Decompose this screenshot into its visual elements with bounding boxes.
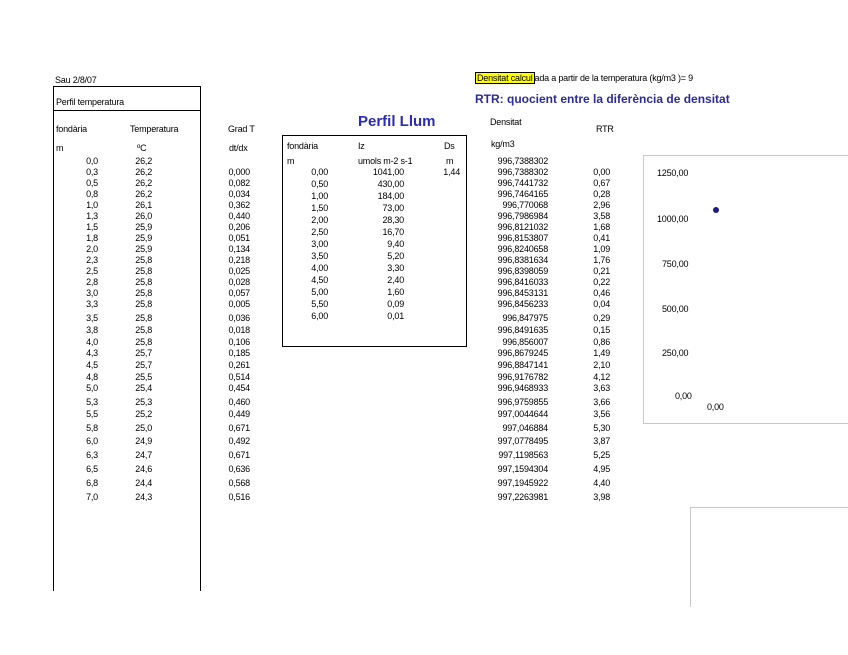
density-cell-value: 997,2263981 xyxy=(497,492,548,502)
temp-cell-temperature: 25,9 xyxy=(135,222,152,232)
temp-cell-grad: 0,449 xyxy=(228,409,250,419)
density-cell-value: 997,0044644 xyxy=(497,409,548,419)
temp-cell-grad: 0,206 xyxy=(228,222,250,232)
rtr-cell-value: 0,22 xyxy=(593,277,610,287)
light-cell-iz: 5,20 xyxy=(387,251,404,261)
temp-cell-temperature: 25,8 xyxy=(135,325,152,335)
temp-unit-grad: dt/dx xyxy=(229,143,248,153)
density-cell-value: 997,1945922 xyxy=(497,478,548,488)
temp-cell-depth: 6,3 xyxy=(86,450,98,460)
temp-cell-depth: 3,5 xyxy=(86,313,98,323)
light-cell-iz: 0,09 xyxy=(387,299,404,309)
temp-cell-grad: 0,218 xyxy=(228,255,250,265)
light-cell-iz: 0,01 xyxy=(387,311,404,321)
temp-cell-depth: 3,8 xyxy=(86,325,98,335)
temp-cell-depth: 5,0 xyxy=(86,383,98,393)
temp-cell-temperature: 25,9 xyxy=(135,244,152,254)
rtr-cell-value: 1,49 xyxy=(593,348,610,358)
light-unit-depth: m xyxy=(287,156,295,166)
density-cell-value: 996,9468933 xyxy=(497,383,548,393)
density-header: Densitat xyxy=(490,117,522,127)
light-cell-depth: 5,50 xyxy=(311,299,328,309)
density-cell-value: 996,8491635 xyxy=(497,325,548,335)
temp-cell-depth: 3,3 xyxy=(86,299,98,309)
rtr-cell-value: 0,29 xyxy=(593,313,610,323)
temp-cell-grad: 0,636 xyxy=(228,464,250,474)
density-cell-value: 996,7441732 xyxy=(497,178,548,188)
temp-cell-temperature: 25,2 xyxy=(135,409,152,419)
rtr-cell-value: 1,09 xyxy=(593,244,610,254)
temp-cell-depth: 2,8 xyxy=(86,277,98,287)
temp-cell-temperature: 26,0 xyxy=(135,211,152,221)
light-cell-ds: 1,44 xyxy=(443,167,460,177)
temp-cell-temperature: 26,2 xyxy=(135,156,152,166)
temp-cell-grad: 0,036 xyxy=(228,313,250,323)
temp-cell-temperature: 25,4 xyxy=(135,383,152,393)
temp-cell-depth: 4,0 xyxy=(86,337,98,347)
rtr-cell-value: 3,63 xyxy=(593,383,610,393)
temp-cell-depth: 1,8 xyxy=(86,233,98,243)
temp-cell-temperature: 26,2 xyxy=(135,167,152,177)
temp-cell-temperature: 25,8 xyxy=(135,255,152,265)
density-unit: kg/m3 xyxy=(491,139,515,149)
light-header-iz: Iz xyxy=(358,141,365,151)
light-cell-iz: 2,40 xyxy=(387,275,404,285)
rtr-header: RTR xyxy=(596,124,614,134)
density-cell-value: 996,770068 xyxy=(502,200,548,210)
light-cell-iz: 9,40 xyxy=(387,239,404,249)
temp-cell-depth: 1,3 xyxy=(86,211,98,221)
temp-cell-depth: 2,3 xyxy=(86,255,98,265)
rtr-cell-value: 3,87 xyxy=(593,436,610,446)
temp-cell-grad: 0,025 xyxy=(228,266,250,276)
temp-cell-depth: 7,0 xyxy=(86,492,98,502)
temp-cell-temperature: 24,4 xyxy=(135,478,152,488)
temp-cell-grad: 0,018 xyxy=(228,325,250,335)
rtr-cell-value: 0,86 xyxy=(593,337,610,347)
temp-cell-depth: 5,5 xyxy=(86,409,98,419)
temp-cell-depth: 4,8 xyxy=(86,372,98,382)
chart-y-tick-0: 0,00 xyxy=(675,391,692,401)
density-cell-value: 996,8456233 xyxy=(497,299,548,309)
temp-cell-grad: 0,362 xyxy=(228,200,250,210)
light-header-ds: Ds xyxy=(444,141,455,151)
chart-plot-area xyxy=(643,155,848,424)
density-note xyxy=(475,73,693,83)
temp-cell-temperature: 25,8 xyxy=(135,299,152,309)
chart-y-tick-500: 500,00 xyxy=(662,304,689,314)
temp-cell-temperature: 25,3 xyxy=(135,397,152,407)
temp-cell-grad: 0,005 xyxy=(228,299,250,309)
temp-cell-temperature: 24,7 xyxy=(135,450,152,460)
temp-cell-depth: 0,3 xyxy=(86,167,98,177)
sheet-date: Sau 2/8/07 xyxy=(55,75,97,85)
light-cell-depth: 2,50 xyxy=(311,227,328,237)
rtr-cell-value: 1,76 xyxy=(593,255,610,265)
chart-x-tick-0: 0,00 xyxy=(707,402,724,412)
light-cell-iz: 1041,00 xyxy=(372,167,404,177)
rtr-cell-value: 0,04 xyxy=(593,299,610,309)
rtr-cell-value: 2,10 xyxy=(593,360,610,370)
light-cell-iz: 430,00 xyxy=(377,179,404,189)
rtr-cell-value: 2,96 xyxy=(593,200,610,210)
density-cell-value: 997,1198563 xyxy=(498,450,548,460)
temp-cell-depth: 4,5 xyxy=(86,360,98,370)
rtr-cell-value: 0,67 xyxy=(593,178,610,188)
light-cell-depth: 3,50 xyxy=(311,251,328,261)
rtr-cell-value: 0,21 xyxy=(593,266,610,276)
light-cell-iz: 16,70 xyxy=(382,227,404,237)
temp-cell-grad: 0,671 xyxy=(228,423,250,433)
temp-cell-temperature: 25,9 xyxy=(135,233,152,243)
density-cell-value: 997,1594304 xyxy=(497,464,548,474)
density-cell-value: 996,7388302 xyxy=(497,156,548,166)
temp-header-temperature: Temperatura xyxy=(130,124,179,134)
density-cell-value: 997,046884 xyxy=(502,423,548,433)
temp-cell-depth: 0,5 xyxy=(86,178,98,188)
density-cell-value: 996,8679245 xyxy=(497,348,548,358)
density-cell-value: 996,8240658 xyxy=(497,244,548,254)
rtr-cell-value: 0,28 xyxy=(593,189,610,199)
density-cell-value: 996,8453131 xyxy=(497,288,548,298)
light-cell-iz: 73,00 xyxy=(382,203,404,213)
density-cell-value: 996,8121032 xyxy=(497,222,548,232)
temp-cell-grad: 0,454 xyxy=(228,383,250,393)
density-cell-value: 996,8381634 xyxy=(497,255,548,265)
light-cell-iz: 1,60 xyxy=(387,287,404,297)
rtr-title: RTR: quocient entre la diferència de densitat xyxy=(475,92,730,106)
chart-y-tick-1250: 1250,00 xyxy=(657,168,689,178)
temp-cell-grad: 0,051 xyxy=(228,233,250,243)
density-cell-value: 996,847975 xyxy=(502,313,548,323)
temp-cell-grad: 0,261 xyxy=(228,360,250,370)
density-cell-value: 996,7986984 xyxy=(497,211,548,221)
rtr-cell-value: 1,68 xyxy=(593,222,610,232)
light-cell-depth: 2,00 xyxy=(311,215,328,225)
temp-cell-temperature: 24,9 xyxy=(135,436,152,446)
temp-cell-temperature: 26,2 xyxy=(135,178,152,188)
temp-cell-depth: 5,3 xyxy=(86,397,98,407)
temp-cell-temperature: 24,6 xyxy=(135,464,152,474)
rtr-cell-value: 0,00 xyxy=(593,167,610,177)
temp-cell-depth: 2,5 xyxy=(86,266,98,276)
temp-cell-depth: 3,0 xyxy=(86,288,98,298)
density-cell-value: 996,856007 xyxy=(502,337,548,347)
temp-header-grad: Grad T xyxy=(228,124,255,134)
density-note-highlight: Densitat calcul xyxy=(477,73,533,83)
temp-cell-temperature: 25,0 xyxy=(135,423,152,433)
temp-cell-temperature: 26,1 xyxy=(135,200,152,210)
temp-cell-temperature: 26,2 xyxy=(135,189,152,199)
rtr-cell-value: 0,15 xyxy=(593,325,610,335)
temp-cell-grad: 0,028 xyxy=(228,277,250,287)
rtr-cell-value: 4,95 xyxy=(593,464,610,474)
temp-col-divider xyxy=(200,111,201,591)
temp-cell-grad: 0,000 xyxy=(228,167,250,177)
light-unit-iz: umols m-2 s-1 xyxy=(358,156,413,166)
temp-cell-depth: 6,5 xyxy=(86,464,98,474)
rtr-cell-value: 3,98 xyxy=(593,492,610,502)
temp-cell-temperature: 25,8 xyxy=(135,266,152,276)
chart-y-tick-250: 250,00 xyxy=(662,348,689,358)
temp-cell-grad: 0,034 xyxy=(228,189,250,199)
temp-cell-grad: 0,134 xyxy=(228,244,250,254)
temp-cell-grad: 0,514 xyxy=(228,372,250,382)
left-border xyxy=(53,111,54,591)
temp-cell-grad: 0,082 xyxy=(228,178,250,188)
light-cell-depth: 5,00 xyxy=(311,287,328,297)
light-cell-depth: 0,50 xyxy=(311,179,328,189)
temp-cell-grad: 0,568 xyxy=(228,478,250,488)
light-unit-ds: m xyxy=(446,156,454,166)
light-cell-depth: 6,00 xyxy=(311,311,328,321)
temp-cell-depth: 6,8 xyxy=(86,478,98,488)
density-cell-value: 996,7464165 xyxy=(497,189,548,199)
chart-y-tick-1000: 1000,00 xyxy=(657,214,689,224)
temp-cell-temperature: 24,3 xyxy=(135,492,152,502)
temp-cell-grad: 0,106 xyxy=(228,337,250,347)
temp-cell-temperature: 25,5 xyxy=(135,372,152,382)
light-cell-depth: 3,00 xyxy=(311,239,328,249)
temp-cell-grad: 0,185 xyxy=(228,348,250,358)
second-chart-frame xyxy=(690,507,848,607)
rtr-cell-value: 3,56 xyxy=(593,409,610,419)
temp-cell-depth: 0,0 xyxy=(86,156,98,166)
density-cell-value: 997,0778495 xyxy=(497,436,548,446)
temp-cell-depth: 1,0 xyxy=(86,200,98,210)
rtr-cell-value: 4,40 xyxy=(593,478,610,488)
light-cell-iz: 3,30 xyxy=(387,263,404,273)
rtr-cell-value: 5,30 xyxy=(593,423,610,433)
density-cell-value: 996,8416033 xyxy=(497,277,548,287)
light-cell-depth: 1,50 xyxy=(311,203,328,213)
density-cell-value: 996,8847141 xyxy=(497,360,548,370)
temp-cell-grad: 0,671 xyxy=(228,450,250,460)
temp-cell-depth: 6,0 xyxy=(86,436,98,446)
chart-data-point xyxy=(713,207,719,213)
temp-cell-temperature: 25,7 xyxy=(135,348,152,358)
density-cell-value: 996,7388302 xyxy=(497,167,548,177)
density-cell-value: 996,9759855 xyxy=(497,397,548,407)
temp-header-depth: fondària xyxy=(56,124,87,134)
temp-cell-temperature: 25,8 xyxy=(135,277,152,287)
rtr-cell-value: 4,12 xyxy=(593,372,610,382)
temp-cell-depth: 2,0 xyxy=(86,244,98,254)
temp-unit-depth: m xyxy=(56,143,64,153)
temp-unit-temperature: ºC xyxy=(137,143,147,153)
temp-cell-temperature: 25,8 xyxy=(135,313,152,323)
light-cell-depth: 0,00 xyxy=(311,167,328,177)
light-header-depth: fondària xyxy=(287,141,318,151)
density-cell-value: 996,8398059 xyxy=(497,266,548,276)
rtr-cell-value: 5,25 xyxy=(593,450,610,460)
chart-y-tick-750: 750,00 xyxy=(662,259,689,269)
rtr-cell-value: 0,41 xyxy=(593,233,610,243)
rtr-cell-value: 3,58 xyxy=(593,211,610,221)
temp-cell-depth: 4,3 xyxy=(86,348,98,358)
light-cell-iz: 184,00 xyxy=(377,191,404,201)
temp-cell-temperature: 25,8 xyxy=(135,337,152,347)
profile-title: Perfil temperatura xyxy=(56,97,124,107)
temp-cell-temperature: 25,7 xyxy=(135,360,152,370)
temp-cell-grad: 0,492 xyxy=(228,436,250,446)
temp-cell-grad: 0,516 xyxy=(228,492,250,502)
density-cell-value: 996,8153807 xyxy=(497,233,548,243)
temp-cell-depth: 5,8 xyxy=(86,423,98,433)
light-cell-iz: 28,30 xyxy=(382,215,404,225)
light-cell-depth: 4,00 xyxy=(311,263,328,273)
temp-cell-temperature: 25,8 xyxy=(135,288,152,298)
light-profile-title: Perfil Llum xyxy=(358,113,436,130)
density-cell-value: 996,9176782 xyxy=(497,372,548,382)
density-note-rest: ada a partir de la temperatura (kg/m3 )= 9 xyxy=(534,73,693,83)
temp-cell-grad: 0,460 xyxy=(228,397,250,407)
rtr-cell-value: 0,46 xyxy=(593,288,610,298)
temp-cell-grad: 0,057 xyxy=(228,288,250,298)
light-cell-depth: 4,50 xyxy=(311,275,328,285)
temp-cell-depth: 1,5 xyxy=(86,222,98,232)
temp-cell-grad: 0,440 xyxy=(228,211,250,221)
light-cell-depth: 1,00 xyxy=(311,191,328,201)
rtr-cell-value: 3,66 xyxy=(593,397,610,407)
temp-cell-depth: 0,8 xyxy=(86,189,98,199)
